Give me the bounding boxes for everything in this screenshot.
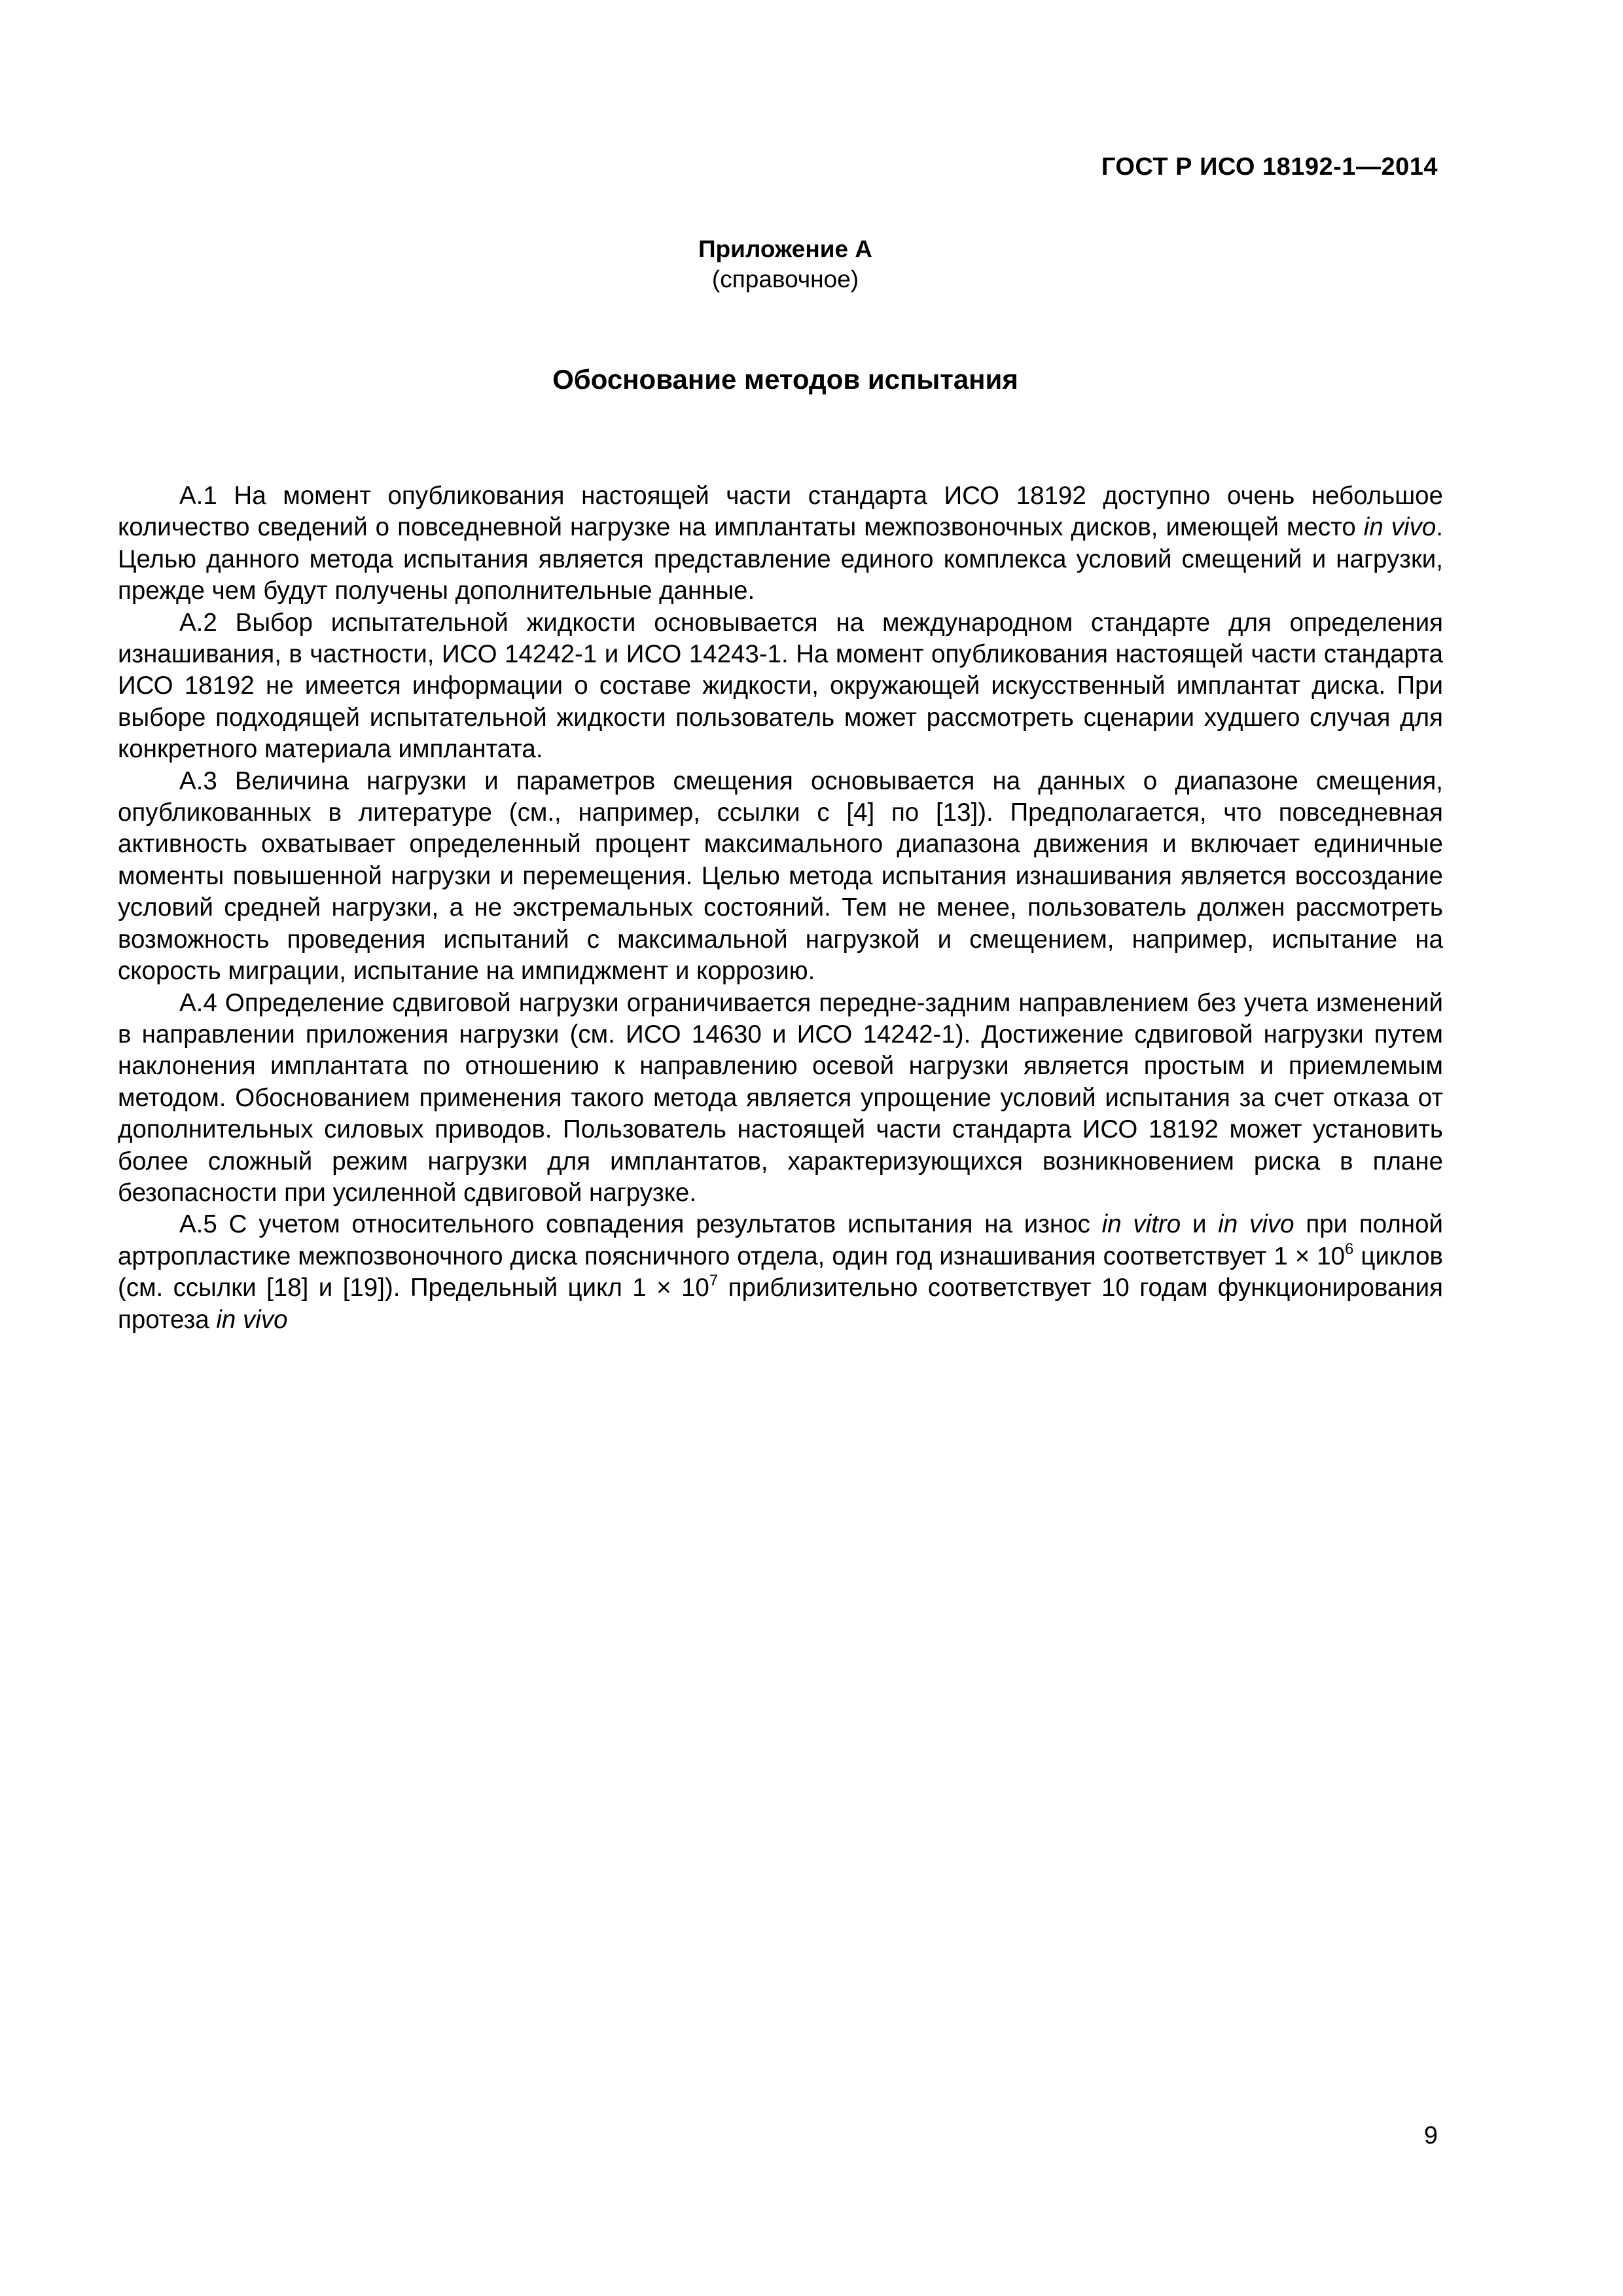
paragraph-a5-part1: А.5 С учетом относительного совпадения результатов испытания на износ — [179, 1210, 1102, 1239]
paragraph-a5-italic1: in vitro — [1101, 1210, 1181, 1239]
paragraph-a5-italic2: in vivo — [1218, 1210, 1294, 1239]
paragraph-a1-text-after: . Целью данного метода испытания является представление единого комплекса условий смещений и нагрузки, прежде чем будут получены дополнительные данные. — [118, 513, 1443, 605]
paragraph-a5-superscript1: 6 — [1345, 1240, 1354, 1258]
annex-heading — [0, 234, 1571, 295]
body-text — [118, 480, 1443, 1336]
page-number: 9 — [1423, 2122, 1438, 2149]
paragraph-a1-text: А.1 На момент опубликования настоящей части стандарта ИСО 18192 доступно очень небольшое количество сведений о повседневной нагрузке на имплантаты межпозвоночных дисков, имеющей место — [118, 482, 1443, 542]
paragraph-a5-part3: при полной артропластике межпозвоночного диска поясничного отдела, один год изнашивания соответствует 1 × 10 — [118, 1210, 1443, 1270]
document-code: ГОСТ Р ИСО 18192-1—2014 — [1101, 153, 1438, 181]
paragraph-a5-italic3: in vivo — [216, 1305, 288, 1334]
paragraph-a2: А.2 Выбор испытательной жидкости основывается на международном стандарте для определения изнашивания, в частности, ИСО 14242-1 и ИСО 14243-1. На момент опубликования настоящей части стандарта ИСО 18192 не имеется информации о составе жидкости, окружающей искусственный имплантат диска. При выборе подходящей испытательной жидкости пользователь может рассмотреть сценарии худшего случая для конкретного материала имплантата. — [118, 608, 1443, 764]
paragraph-a1 — [118, 480, 1443, 607]
paragraph-a5-superscript2: 7 — [709, 1272, 719, 1290]
section-title: Обоснование методов испытания — [552, 364, 1018, 395]
paragraph-a4: А.4 Определение сдвиговой нагрузки ограничивается передне-задним направлением без учета изменений в направлении приложения нагрузки (см. ИСО 14630 и ИСО 14242-1). Достижение сдвиговой нагрузки путем наклонения имплантата по отношению к направлению осевой нагрузки является простым и приемлемым методом. Обоснованием применения такого метода является упрощение условий испытания за счет отказа от дополнительных силовых приводов. Пользователь настоящей части стандарта ИСО 18192 может установить более сложный режим нагрузки для имплантатов, характеризующихся возникновением риска в плане безопасности при усиленной сдвиговой нагрузке. — [118, 988, 1443, 1207]
annex-subtitle: (справочное) — [711, 266, 859, 293]
paragraph-a3: А.3 Величина нагрузки и параметров смещения основывается на данных о диапазоне смещения, опубликованных в литературе (см., например, ссылки с [4] по [13]). Предполагается, что повседневная активность охватывает определенный процент максимального диапазона движения и включает единичные моменты повышенной нагрузки и перемещения. Целью метода испытания изнашивания является воссоздание условий средней нагрузки, а не экстремальных состояний. Тем не менее, пользователь должен рассмотреть возможность проведения испытаний с максимальной нагрузкой и смещением, например, испытание на скорость миграции, испытание на импиджмент и коррозию. — [118, 766, 1443, 986]
paragraph-a5-part4: циклов (см. ссылки [18] и [19]). Предельный цикл 1 × 10 — [118, 1242, 1443, 1302]
annex-title: Приложение А — [698, 236, 873, 262]
paragraph-a5-part2: и — [1181, 1210, 1219, 1239]
paragraph-a1-italic: in vivo — [1363, 513, 1436, 542]
paragraph-a5-part5: приблизительно соответствует 10 годам функционирования протеза — [118, 1274, 1443, 1334]
paragraph-a5 — [118, 1209, 1443, 1336]
